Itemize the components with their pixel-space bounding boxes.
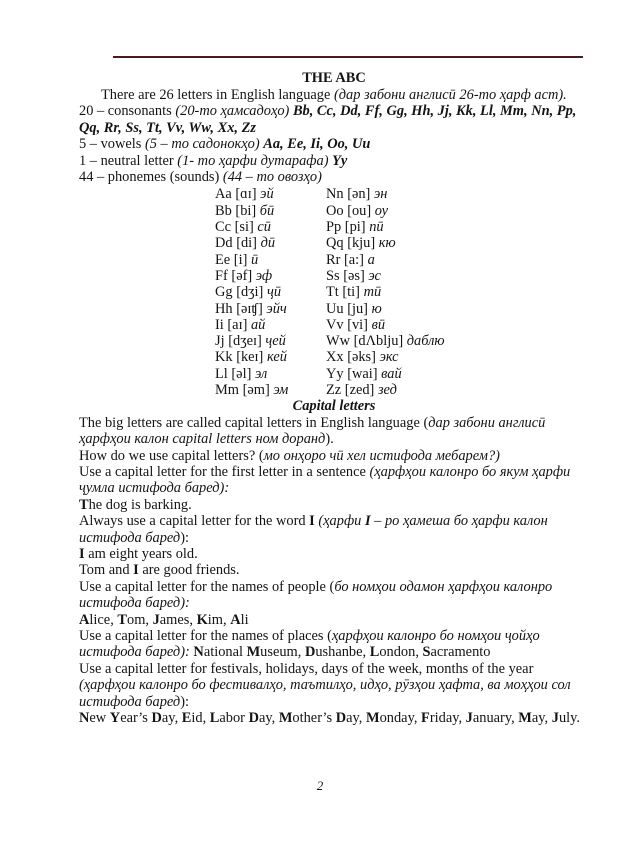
capital-mark: E — [181, 710, 192, 727]
letter: Mm — [215, 382, 243, 398]
cyrillic-reading: эл — [254, 365, 268, 382]
holidays-examples: New Year’s Day, Eid, Labor Day, Mother’s Day, Monday, Friday, January, May, July. — [79, 710, 581, 727]
capital-mark: Y — [109, 710, 121, 727]
alphabet-entry — [326, 301, 506, 317]
page-title: THE ABC — [302, 70, 366, 86]
example-text: Tom and — [79, 562, 134, 579]
word-rest: anuary — [472, 710, 512, 727]
capital-mark: M — [518, 710, 532, 727]
letter: Tt — [326, 284, 343, 301]
alphabet-entry — [215, 219, 326, 235]
letter: Ss — [326, 267, 344, 284]
cyrillic-reading: зед — [377, 382, 397, 398]
vowels-line — [79, 136, 589, 152]
letter: Kk — [215, 349, 237, 366]
letter: Yy — [326, 365, 348, 382]
vowels-label: 5 – vowels — [79, 136, 145, 153]
letter: Ll — [215, 365, 232, 382]
rule-holidays-translation: (ҳарфҳои калонро бо фестивалҳо, таътилҳо, идҳо, рӯзҳои ҳафта, ва моҳҳои сол истифода баред — [79, 677, 571, 710]
word-rest: ew — [89, 710, 110, 727]
alphabet-entry — [326, 349, 506, 365]
ipa: [aɪ] — [227, 316, 251, 333]
alphabet-entry — [215, 317, 326, 333]
word-rest: useum — [260, 644, 298, 661]
letter: Dd — [215, 235, 237, 252]
cyrillic-reading: эйч — [266, 300, 287, 317]
alphabet-entry — [326, 284, 506, 300]
intro-text: There are 26 letters in English language — [101, 87, 334, 103]
rule-word-i — [79, 513, 589, 546]
rule-holidays — [79, 661, 589, 710]
cyrillic-reading: даблю — [406, 333, 445, 350]
rule-word-i-translation: (ҳарфи — [314, 513, 365, 530]
cyrillic-reading: сӣ — [257, 219, 271, 236]
capital-letters-heading: Capital letters — [292, 398, 376, 415]
word-rest: om — [127, 611, 146, 628]
cyrillic-reading: эс — [368, 267, 381, 284]
punctuation: ). — [325, 431, 334, 448]
phonemes-line — [79, 169, 589, 185]
alphabet-entry — [215, 366, 326, 382]
cyrillic-reading: вай — [381, 365, 402, 382]
cyrillic-reading: оу — [374, 202, 389, 219]
letter: Hh — [215, 300, 237, 317]
alphabet-entry — [215, 284, 326, 300]
ipa: [si] — [234, 219, 258, 236]
capital-mark: I — [309, 513, 315, 530]
example-i-1 — [79, 546, 589, 562]
intro-paragraph — [79, 87, 589, 103]
capital-mark: J — [465, 710, 473, 727]
capital-mark: J — [551, 710, 559, 727]
capital-question — [79, 448, 589, 464]
cyrillic-reading: ю — [371, 300, 382, 317]
alphabet-entry — [215, 186, 326, 202]
capital-mark: K — [196, 611, 208, 628]
letter: Ww — [326, 333, 354, 350]
cyrillic-reading: пӣ — [369, 219, 384, 236]
ipa: [əɪʧ] — [236, 300, 267, 317]
rule-holidays-text: Use a capital letter for festivals, holidays, days of the week, months of the year — [79, 660, 534, 677]
rule-sentence — [79, 464, 589, 497]
ipa: [pi] — [344, 219, 370, 236]
rule-word-i-text: Always use a capital letter for the word — [79, 513, 310, 530]
word-rest: other’s — [292, 710, 336, 727]
ipa: [əl] — [231, 365, 255, 382]
ipa: [əf] — [231, 267, 256, 284]
alphabet-entry — [215, 349, 326, 365]
letter: Oo — [326, 202, 348, 219]
letter: Cc — [215, 219, 235, 236]
intro-translation: (дар забони англисӣ 26-то ҳарф аст). — [333, 87, 567, 103]
example-text: are good friends. — [138, 562, 240, 579]
alphabet-entry — [326, 317, 506, 333]
capital-mark: M — [278, 710, 293, 727]
letter: Nn — [326, 186, 348, 203]
letter: Ff — [215, 267, 232, 284]
people-examples: Alice, Tom, James, Kim, Ali — [79, 611, 249, 628]
letter: Jj — [215, 333, 229, 350]
letter: Qq — [326, 235, 348, 252]
ipa: [di] — [236, 235, 261, 252]
word-rest: riday — [429, 710, 459, 727]
letter: Uu — [326, 300, 348, 317]
ipa: [dʒi] — [236, 284, 267, 301]
alphabet-entry — [326, 219, 506, 235]
word-rest: ay — [531, 710, 545, 727]
letter: Bb — [215, 202, 236, 219]
letter: Ii — [215, 316, 228, 333]
punctuation: ): — [180, 529, 190, 546]
ipa: [ti] — [342, 284, 364, 301]
cyrillic-reading: вӣ — [371, 316, 386, 333]
cyrillic-reading: эн — [373, 186, 388, 203]
capital-mark: D — [335, 710, 347, 727]
example-text: am eight years old. — [84, 545, 198, 562]
ipa: [bi] — [235, 202, 260, 219]
capital-intro — [79, 415, 589, 448]
ipa: [a:] — [344, 251, 368, 268]
ipa: [kju] — [347, 235, 379, 252]
header-rule — [113, 56, 583, 58]
word-rest: lice — [89, 611, 111, 628]
ipa: [ou] — [347, 202, 375, 219]
document-page — [79, 70, 589, 726]
capital-mark: D — [248, 710, 259, 727]
capital-mark: N — [193, 644, 204, 661]
word-rest: im — [207, 611, 223, 628]
page-number: 2 — [316, 778, 324, 793]
neutral-letters: Yy — [332, 152, 348, 169]
neutral-translation: (1- то ҳарфи дутарафа) — [177, 152, 333, 169]
letter: Pp — [326, 219, 345, 236]
word-rest: ay — [346, 710, 359, 727]
rule-people-translation: бо номҳои одамон ҳарфҳои калонро истифода баред): — [79, 578, 553, 612]
ipa: [ən] — [347, 186, 374, 203]
capital-mark: I — [133, 562, 139, 579]
cyrillic-reading: ай — [250, 316, 266, 333]
letter: Zz — [326, 382, 345, 398]
ipa: [dΛblju] — [353, 333, 407, 350]
cyrillic-reading: тӣ — [363, 284, 382, 301]
capital-mark: N — [79, 710, 90, 727]
alphabet-entry — [326, 366, 506, 382]
cyrillic-reading: ӣ — [250, 251, 259, 268]
rule-places-text: Use a capital letter for the names of places ( — [79, 627, 332, 644]
capital-mark: M — [246, 644, 261, 661]
cyrillic-reading: ҷӣ — [266, 284, 282, 301]
word-rest: uly — [558, 710, 577, 727]
consonants-label: 20 – consonants — [79, 103, 176, 120]
phonemes-label: 44 – phonemes (sounds) — [79, 169, 223, 186]
capital-intro-translation: дар забони англисӣ ҳарфҳои калон capital letters ном доранд — [79, 414, 546, 448]
letter: Gg — [215, 284, 237, 301]
capital-mark: L — [369, 644, 380, 661]
vowels-letters: Aa, Ee, Ii, Oo, Uu — [263, 136, 371, 153]
alphabet-entry — [215, 235, 326, 251]
capital-intro-text: The big letters are called capital letters in English language ( — [79, 414, 429, 431]
word-rest: onday — [379, 710, 414, 727]
cyrillic-reading: эм — [273, 382, 289, 398]
cyrillic-reading: экс — [379, 349, 399, 366]
word-rest: ear’s — [120, 710, 152, 727]
ipa: [əm] — [242, 382, 274, 398]
vowels-translation: (5 – то садонокҳо) — [144, 136, 264, 153]
punctuation: ): — [180, 693, 190, 710]
cyrillic-reading: кю — [378, 235, 396, 252]
alphabet-entry — [326, 186, 506, 202]
alphabet-entry — [326, 268, 506, 284]
places-examples: National Museum, Dushanbe, London, Sacramento — [193, 644, 491, 661]
rule-places — [79, 628, 589, 661]
alphabet-entry — [326, 252, 506, 268]
ipa: [i] — [233, 251, 251, 268]
neutral-line — [79, 153, 589, 169]
ipa: [ju] — [347, 300, 372, 317]
neutral-label: 1 – neutral letter — [79, 152, 178, 169]
cyrillic-reading: бӣ — [259, 202, 275, 219]
letter: Vv — [326, 316, 348, 333]
word-rest: ational — [203, 644, 247, 661]
word-rest: abor — [219, 710, 249, 727]
letter: Aa — [215, 186, 236, 203]
consonants-letters: Bb, Cc, Dd, Ff, Gg, Hh, Jj, Kk, Ll, Mm, Nn, Pp, Qq, Rr, Ss, Tt, Vv, Ww, Xx, Zz — [79, 103, 577, 136]
alphabet-entry — [215, 252, 326, 268]
letter: Ee — [215, 251, 234, 268]
alphabet-entry — [326, 235, 506, 251]
capital-mark: A — [230, 611, 241, 628]
capital-mark: I — [79, 545, 85, 562]
example-text: he dog is barking. — [88, 496, 192, 513]
cyrillic-reading: а — [367, 251, 375, 268]
ipa: [dʒeɪ] — [228, 333, 266, 350]
rule-sentence-translation: (ҳарфҳои калонро бо якум ҳарфи ҷумла истифода баред): — [79, 463, 571, 497]
capital-mark: I — [364, 513, 371, 530]
rule-word-i-translation: – ро ҳамеша бо ҳарфи калон истифода баред — [79, 513, 548, 546]
example-sentence — [79, 497, 589, 513]
word-rest: ames — [159, 611, 190, 628]
ipa: [əs] — [343, 267, 369, 284]
letter: Xx — [326, 349, 348, 366]
capital-mark: J — [152, 611, 160, 628]
cyrillic-reading: ҷей — [265, 333, 286, 350]
word-rest: ay — [161, 710, 175, 727]
word-rest: ushanbe — [315, 644, 363, 661]
rule-places-translation: ҳарфҳои калонро бо номҳои ҷойҳо истифода баред): — [79, 627, 540, 661]
ipa: [ɑɪ] — [235, 186, 261, 203]
question-translation: мо онҳоро чӣ хел истифода мебарем?) — [263, 447, 500, 464]
word-rest: li — [240, 611, 249, 628]
capital-mark: T — [117, 611, 127, 628]
consonants-translation: (20-то ҳамсадоҳо) — [175, 103, 293, 120]
ipa: [zed] — [344, 382, 378, 398]
alphabet-entry — [215, 382, 326, 398]
alphabet-table — [215, 186, 589, 398]
capital-mark: F — [421, 710, 430, 727]
alphabet-entry — [326, 333, 506, 349]
rule-sentence-text: Use a capital letter for the first letter in a sentence — [79, 463, 370, 480]
word-rest: acramento — [430, 644, 491, 661]
letter: Rr — [326, 251, 344, 268]
alphabet-entry — [215, 268, 326, 284]
cyrillic-reading: кей — [266, 349, 287, 366]
alphabet-entry — [215, 333, 326, 349]
ipa: [vi] — [347, 316, 372, 333]
word-rest: id — [191, 710, 203, 727]
capital-mark: D — [151, 710, 162, 727]
rule-people-text: Use a capital letter for the names of people ( — [79, 578, 335, 595]
question-text: How do we use capital letters? ( — [79, 447, 264, 464]
capital-mark: S — [422, 644, 431, 661]
capital-mark: A — [79, 611, 90, 628]
alphabet-entry — [326, 203, 506, 219]
capital-mark: D — [304, 644, 316, 661]
ipa: [wai] — [347, 365, 382, 382]
alphabet-entry — [215, 203, 326, 219]
ipa: [əks] — [347, 349, 380, 366]
alphabet-entry — [215, 301, 326, 317]
word-rest: ay — [258, 710, 272, 727]
ipa: [keɪ] — [236, 349, 267, 366]
word-rest: ondon — [379, 644, 416, 661]
example-i-2 — [79, 562, 589, 578]
alphabet-entry — [326, 382, 506, 398]
consonants-line — [79, 103, 589, 136]
cyrillic-reading: дӣ — [260, 235, 276, 252]
capital-mark: L — [209, 710, 220, 727]
cyrillic-reading: эф — [255, 267, 273, 284]
rule-people — [79, 579, 589, 612]
capital-mark: T — [79, 496, 89, 513]
cyrillic-reading: эй — [260, 186, 274, 203]
phonemes-translation: (44 – то овозҳо) — [222, 169, 322, 186]
capital-mark: M — [366, 710, 380, 727]
